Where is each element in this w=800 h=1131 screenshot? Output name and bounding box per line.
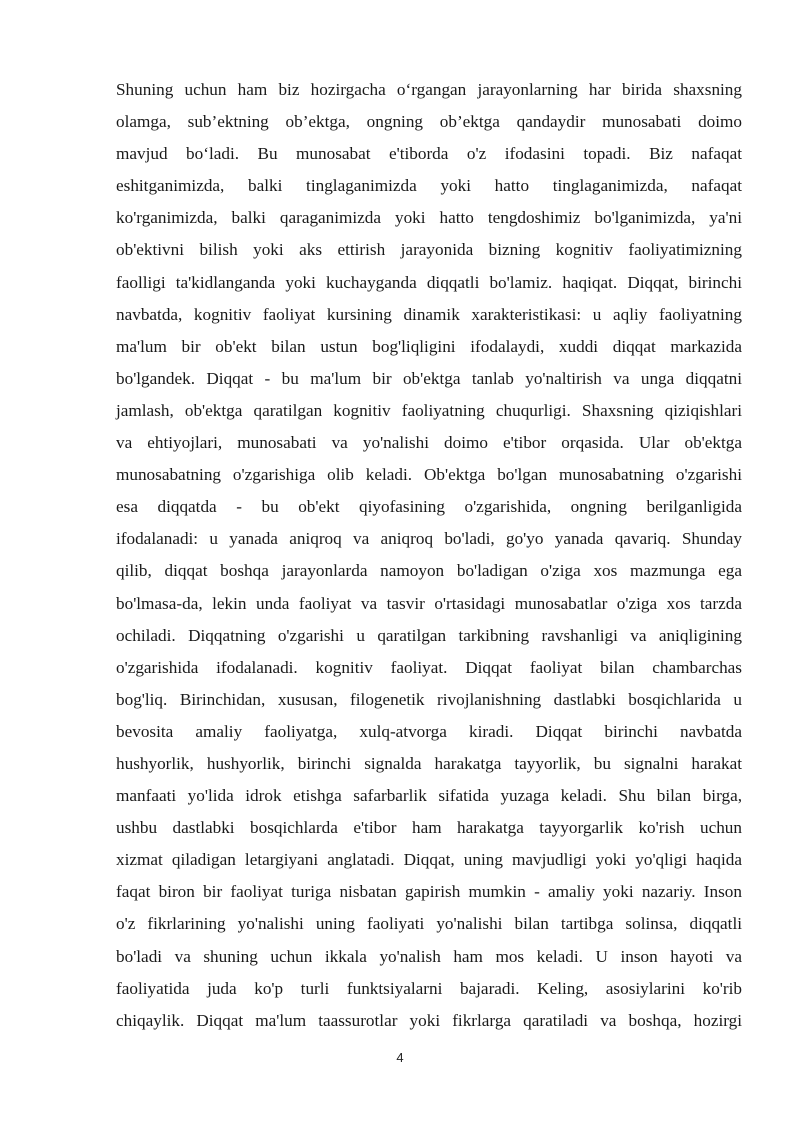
text-line: hushyorlik, hushyorlik, birinchi signalda harakatga tayyorlik, bu signalni harakat <box>116 753 742 773</box>
text-line: faolligi ta'kidlanganda yoki kuchayganda diqqatli bo'lamiz. haqiqat. Diqqat, birinchi <box>116 272 742 292</box>
text-line: faqat biron bir faoliyat turiga nisbatan gapirish mumkin - amaliy yoki nazariy. Inson <box>116 882 742 902</box>
text-line: jamlash, ob'ektga qaratilgan kognitiv faoliyatning chuqurligi. Shaxsning qiziqishlari <box>116 400 742 420</box>
text-line: o'zgarishida ifodalanadi. kognitiv faoliyat. Diqqat faoliyat bilan chambarchas <box>116 657 742 677</box>
text-line: ifodalanadi: u yanada aniqroq va aniqroq bo'ladi, go'yo yanada qavariq. Shunday <box>116 529 742 549</box>
text-line: ochiladi. Diqqatning o'zgarishi u qaratilgan tarkibning ravshanligi va aniqligining <box>116 625 742 645</box>
text-line: bo'ladi va shuning uchun ikkala yo'nalish ham mos keladi. U inson hayoti va <box>116 946 742 966</box>
text-line: ob'ektivni bilish yoki aks ettirish jarayonida bizning kognitiv faoliyatimizning <box>116 240 742 260</box>
text-line: manfaati yo'lida idrok etishga safarbarlik sifatida yuzaga keladi. Shu bilan birga, <box>116 786 742 806</box>
text-line: esa diqqatda - bu ob'ekt qiyofasining o'zgarishida, ongning berilganligida <box>116 497 742 517</box>
text-line: ushbu dastlabki bosqichlarda e'tibor ham harakatga tayyorgarlik ko'rish uchun <box>116 818 742 838</box>
text-line: navbatda, kognitiv faoliyat kursining dinamik xarakteristikasi: u aqliy faoliyatning <box>116 304 742 324</box>
text-line: o'z fikrlarining yo'nalishi uning faoliyati yo'nalishi bilan tartibga solinsa, diqqatli <box>116 914 742 934</box>
text-line: bevosita amaliy faoliyatga, xulq-atvorga kiradi. Diqqat birinchi navbatda <box>116 721 742 741</box>
text-line: bo'lmasa-da, lekin unda faoliyat va tasvir o'rtasidagi munosabatlar o'ziga xos tarzda <box>116 593 742 613</box>
text-line: olamga, sub’ektning ob’ektga, ongning ob’ektga qandaydir munosabati doimo <box>116 112 742 132</box>
text-line: va ehtiyojlari, munosabati va yo'nalishi doimo e'tibor orqasida. Ular ob'ektga <box>116 433 742 453</box>
body-text <box>116 74 742 1037</box>
text-line: Shuning uchun ham biz hozirgacha o‘rgangan jarayonlarning har birida shaxsning <box>116 80 742 99</box>
text-line: faoliyatida juda ko'p turli funktsiyalarni bajaradi. Keling, asosiylarini ko'rib <box>116 978 742 998</box>
text-line: xizmat qiladigan letargiyani anglatadi. Diqqat, uning mavjudligi yoki yo'qligi haqida <box>116 850 742 870</box>
text-line: eshitganimizda, balki tinglaganimizda yoki hatto tinglaganimizda, nafaqat <box>116 176 742 196</box>
text-line: chiqaylik. Diqqat ma'lum taassurotlar yoki fikrlarga qaratiladi va boshqa, hozirgi <box>116 1010 742 1030</box>
text-line: bo'lgandek. Diqqat - bu ma'lum bir ob'ektga tanlab yo'naltirish va unga diqqatni <box>116 368 742 388</box>
text-line: qilib, diqqat boshqa jarayonlarda namoyon bo'ladigan o'ziga xos mazmunga ega <box>116 561 742 581</box>
page-number: 4 <box>396 1050 404 1065</box>
text-line: munosabatning o'zgarishiga olib keladi. Ob'ektga bo'lgan munosabatning o'zgarishi <box>116 465 742 485</box>
text-line: mavjud bo‘ladi. Bu munosabat e'tiborda o'z ifodasini topadi. Biz nafaqat <box>116 144 742 164</box>
text-line: ko'rganimizda, balki qaraganimizda yoki hatto tengdoshimiz bo'lganimizda, ya'ni <box>116 208 742 228</box>
text-line: bog'liq. Birinchidan, xususan, filogenetik rivojlanishning dastlabki bosqichlarida u <box>116 689 742 709</box>
text-line: ma'lum bir ob'ekt bilan ustun bog'liqligini ifodalaydi, xuddi diqqat markazida <box>116 336 742 356</box>
